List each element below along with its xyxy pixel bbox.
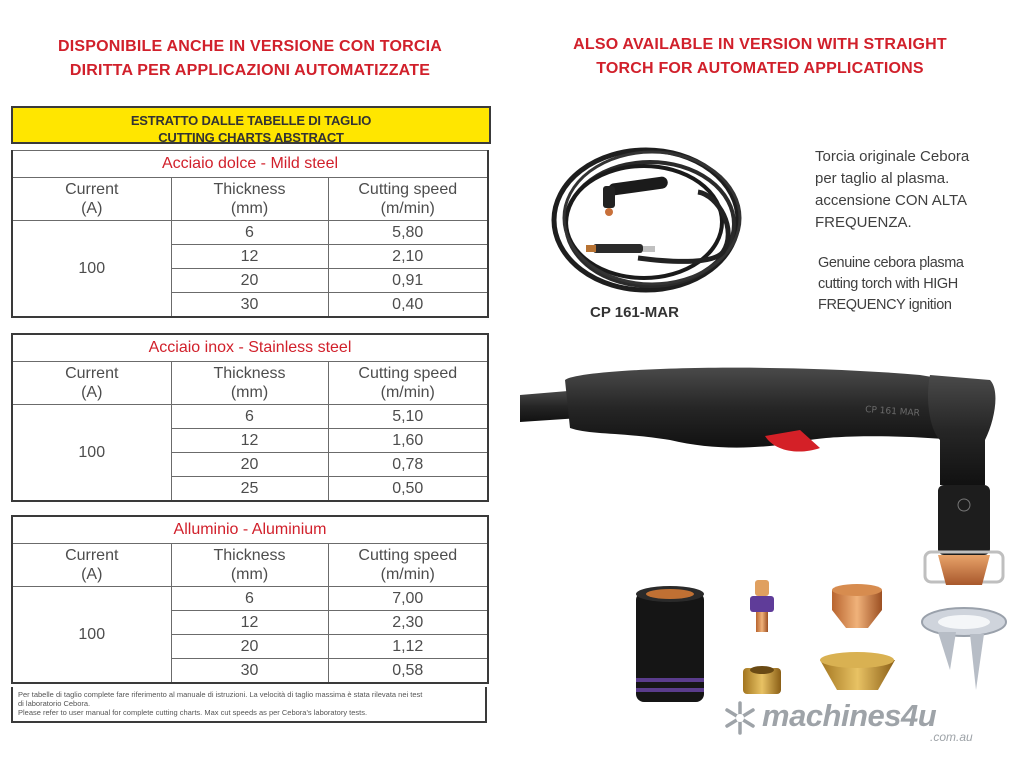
aluminium-table — [11, 515, 489, 684]
product-description-italian: Torcia originale Cebora per taglio al plasma. accensione CON ALTA FREQUENZA. — [815, 148, 970, 231]
column-header-thickness: Thickness (mm) — [171, 544, 328, 587]
headline-italian-line-2: DIRITTA PER APPLICAZIONI AUTOMATIZZATE — [69, 62, 431, 79]
material-title: Alluminio - Aluminium — [12, 516, 488, 544]
speed-value: 1,60 — [328, 429, 488, 453]
speed-value: 0,40 — [328, 293, 488, 318]
column-header-current: Current (A) — [12, 362, 171, 405]
thickness-value: 20 — [171, 635, 328, 659]
cutting-chart-header-line-1: ESTRATTO DALLE TABELLE DI TAGLIO — [130, 113, 372, 128]
thickness-value: 20 — [171, 269, 328, 293]
thickness-value: 30 — [171, 293, 328, 318]
snowflake-star-icon — [722, 700, 758, 736]
speed-value: 0,58 — [328, 659, 488, 684]
thickness-value: 20 — [171, 453, 328, 477]
headline-italian — [20, 35, 480, 83]
thickness-value: 30 — [171, 659, 328, 684]
product-model-label: CP 161-MAR — [590, 304, 679, 321]
watermark-name: machines4u — [762, 698, 937, 733]
column-header-speed: Cutting speed (m/min) — [328, 544, 488, 587]
product-description-english: Genuine cebora plasma cutting torch with HIGH FREQUENCY ignition — [818, 255, 964, 313]
column-header-speed: Cutting speed (m/min) — [328, 362, 488, 405]
table-row — [12, 405, 488, 429]
thickness-value: 25 — [171, 477, 328, 502]
table-row — [12, 587, 488, 611]
footnote-line-1: Per tabelle di taglio complete fare riferimento al manuale di istruzioni. La velocità di taglio massima è stata rilevata nei test — [18, 690, 423, 699]
cutting-chart-header — [13, 108, 489, 144]
column-header-speed: Cutting speed (m/min) — [328, 178, 488, 221]
thickness-value: 12 — [171, 245, 328, 269]
headline-italian-line-1: DISPONIBILE ANCHE IN VERSIONE CON TORCIA — [57, 38, 443, 55]
footnote-line-3: Please refer to user manual for complete cutting charts. Max cut speeds as per Cebora's laboratory tests. — [18, 708, 368, 717]
material-title: Acciaio dolce - Mild steel — [12, 151, 488, 178]
speed-value: 5,10 — [328, 405, 488, 429]
cutting-chart-header-line-2: CUTTING CHARTS ABSTRACT — [158, 130, 344, 145]
column-header-thickness: Thickness (mm) — [171, 362, 328, 405]
watermark-suffix: .com.au — [930, 730, 973, 744]
coiled-torch-cable-image — [548, 140, 758, 305]
current-value: 100 — [12, 221, 171, 318]
thickness-value: 12 — [171, 429, 328, 453]
table-row — [12, 221, 488, 245]
thickness-value: 12 — [171, 611, 328, 635]
speed-value: 2,30 — [328, 611, 488, 635]
headline-english — [530, 33, 990, 81]
speed-value: 0,50 — [328, 477, 488, 502]
speed-value: 1,12 — [328, 635, 488, 659]
speed-value: 7,00 — [328, 587, 488, 611]
thickness-value: 6 — [171, 587, 328, 611]
current-value: 100 — [12, 587, 171, 684]
thickness-value: 6 — [171, 405, 328, 429]
stainless-steel-table — [11, 333, 489, 502]
thickness-value: 6 — [171, 221, 328, 245]
machines4u-watermark — [722, 698, 1012, 746]
headline-english-line-1: ALSO AVAILABLE IN VERSION WITH STRAIGHT — [573, 36, 947, 53]
cutting-chart-header-box — [11, 106, 491, 144]
torch-marking: CP 161 MAR — [864, 405, 921, 419]
column-header-current: Current (A) — [12, 544, 171, 587]
headline-english-line-2: TORCH FOR AUTOMATED APPLICATIONS — [596, 60, 924, 77]
speed-value: 5,80 — [328, 221, 488, 245]
speed-value: 0,78 — [328, 453, 488, 477]
speed-value: 2,10 — [328, 245, 488, 269]
material-title: Acciaio inox - Stainless steel — [12, 334, 488, 362]
cutting-chart-footnote — [11, 687, 487, 723]
column-header-current: Current (A) — [12, 178, 171, 221]
current-value: 100 — [12, 405, 171, 502]
mild-steel-table — [11, 150, 489, 318]
speed-value: 0,91 — [328, 269, 488, 293]
column-header-thickness: Thickness (mm) — [171, 178, 328, 221]
footnote-line-2: di laboratorio Cebora. — [18, 699, 91, 708]
